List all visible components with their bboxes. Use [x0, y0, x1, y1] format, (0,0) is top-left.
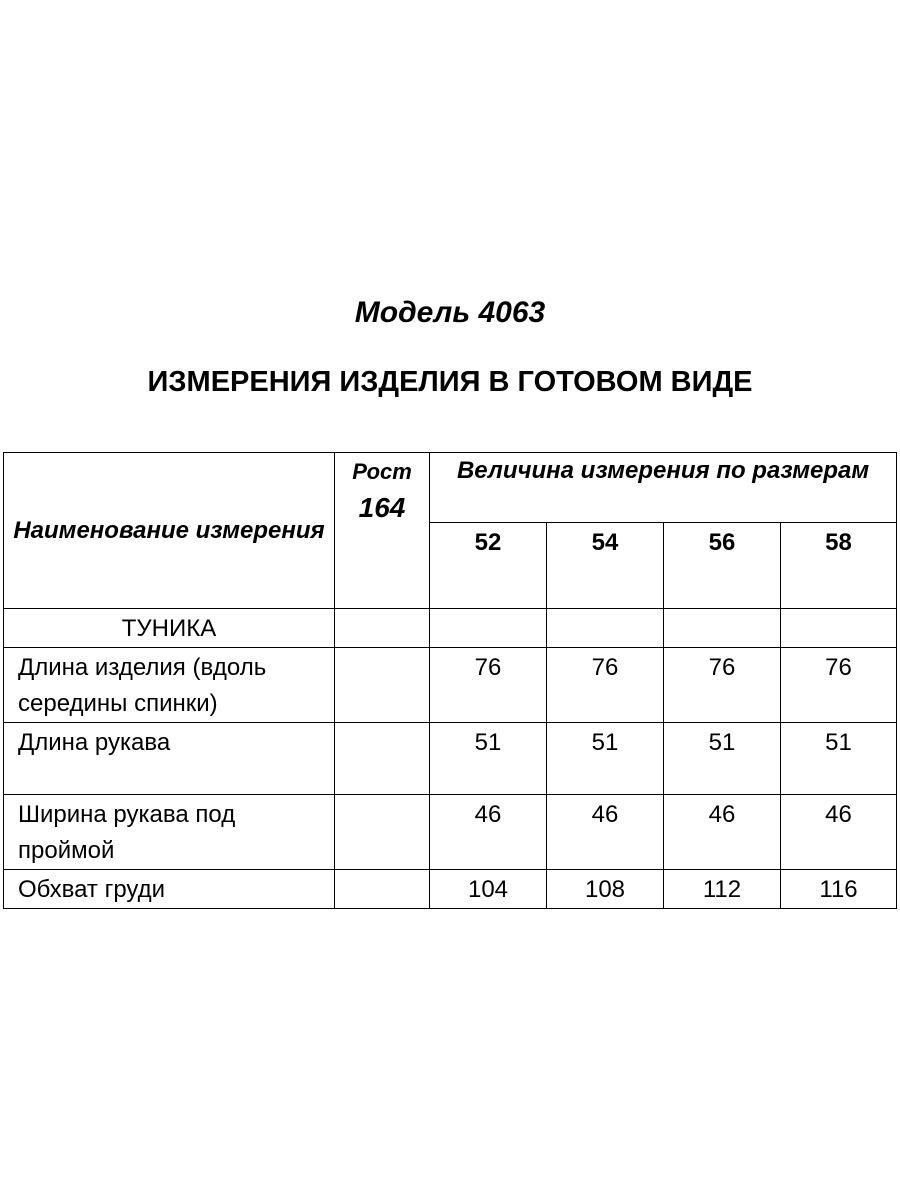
- header-size: 58: [781, 523, 897, 609]
- page-title: ИЗМЕРЕНИЯ ИЗДЕЛИЯ В ГОТОВОМ ВИДЕ: [147, 366, 753, 398]
- table-cell: [781, 609, 897, 648]
- table-cell: [430, 609, 547, 648]
- header-measurement-name: Наименование измерения: [4, 453, 335, 609]
- row-label: Длина изделия (вдоль середины спинки): [4, 648, 335, 723]
- row-value: 46: [430, 795, 547, 870]
- row-value: 116: [781, 870, 897, 909]
- table-row: [4, 648, 897, 723]
- row-value: 51: [547, 723, 664, 795]
- row-value: 46: [547, 795, 664, 870]
- row-label: Обхват груди: [4, 870, 335, 909]
- header-row-top: [4, 453, 897, 523]
- row-value: 76: [781, 648, 897, 723]
- header-sizes-group: Величина измерения по размерам: [430, 453, 897, 523]
- header-size: 56: [664, 523, 781, 609]
- row-value: 76: [430, 648, 547, 723]
- header-size: 52: [430, 523, 547, 609]
- row-height-cell: [335, 870, 430, 909]
- row-value: 76: [547, 648, 664, 723]
- row-value: 46: [664, 795, 781, 870]
- row-value: 108: [547, 870, 664, 909]
- measurements-table: [3, 452, 897, 909]
- header-size: 54: [547, 523, 664, 609]
- table-cell: [335, 609, 430, 648]
- section-label: ТУНИКА: [4, 609, 335, 648]
- row-label: Длина рукава: [4, 723, 335, 795]
- section-row: [4, 609, 897, 648]
- row-height-cell: [335, 648, 430, 723]
- row-height-cell: [335, 723, 430, 795]
- height-label: Рост: [352, 459, 412, 484]
- row-value: 112: [664, 870, 781, 909]
- table-row: [4, 870, 897, 909]
- table-row: [4, 723, 897, 795]
- row-label: Ширина рукава под проймой: [4, 795, 335, 870]
- header-height: [335, 453, 430, 609]
- table-cell: [664, 609, 781, 648]
- row-value: 51: [781, 723, 897, 795]
- row-height-cell: [335, 795, 430, 870]
- row-value: 104: [430, 870, 547, 909]
- row-value: 51: [430, 723, 547, 795]
- model-title: Модель 4063: [354, 296, 546, 329]
- row-value: 46: [781, 795, 897, 870]
- table-cell: [547, 609, 664, 648]
- row-value: 76: [664, 648, 781, 723]
- height-value: 164: [358, 492, 406, 523]
- row-value: 51: [664, 723, 781, 795]
- table-row: [4, 795, 897, 870]
